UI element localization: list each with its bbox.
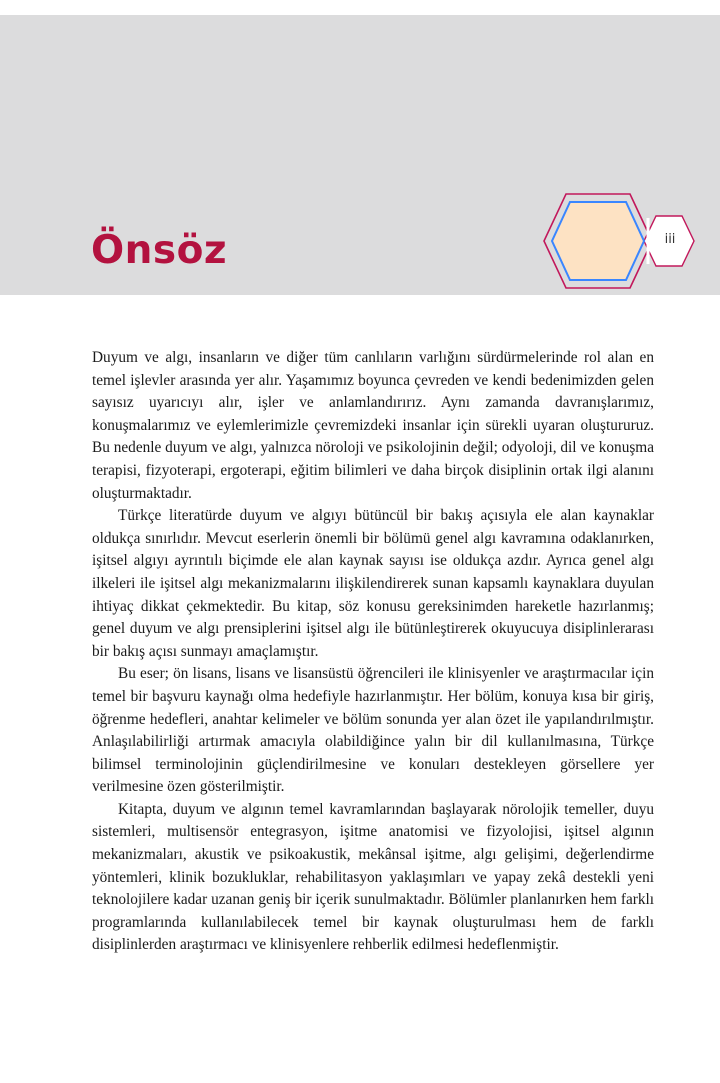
inner-hexagon [552, 202, 644, 280]
preface-body [92, 347, 654, 957]
paragraph-4: Kitapta, duyum ve algının temel kavramlarından başlayarak nörolojik temeller, duyu sistemleri, multisensör entegrasyon, işitme anatomisi ve fizyolojisi, işitsel algının mekanizmaları, akustik ve psikoakustik, mekânsal işitme, algı gelişimi, değerlendirme yöntemleri, klinik bozukluklar, rehabilitasyon yaklaşımları ve yapay zekâ destekli yeni teknolojilere kadar uzanan geniş bir içerik sunulmaktadır. Bölümler planlanırken hem farklı programlarında kullanılabilecek temel bir kaynak oluşturulması hem de farklı disiplinlerden araştırmacı ve klinisyenlere rehberlik edilmesi hedeflenmiştir. [92, 800, 654, 954]
top-margin [0, 0, 720, 15]
page-number: iii [664, 232, 676, 247]
paragraph-2: Türkçe literatürde duyum ve algıyı bütüncül bir bakış açısıyla ele alan kaynaklar oldukça sınırlıdır. Mevcut eserlerin önemli bir bölümü genel algı kavramına odaklanırken, işitsel algıyı ayrıntılı biçimde ele alan kaynak sayısı ise oldukça azdır. Ayrıca genel algı ilkeleri ile işitsel algı mekanizmalarını ilişkilendirerek sunan kapsamlı kaynaklara duyulan ihtiyaç dikkat çekmektedir. Bu kitap, söz konusu gereksinimden hareketle hazırlanmış; genel duyum ve algı prensiplerini işitsel algı ile bütünleştirerek okuyucuya disiplinlerarası bir bakış açısı sunmayı amaçlamıştır. [92, 507, 654, 660]
paragraph-3: Bu eser; ön lisans, lisans ve lisansüstü öğrencileri ile klinisyenler ve araştırmacılar için temel bir başvuru kaynağı olma hedefiyle hazırlanmıştır. Her bölüm, konuya kısa bir giriş, öğrenme hedefleri, anahtar kelimeler ve bölüm sonunda yer alan özet ile yapılandırılmıştır. Anlaşılabilirliği artırmak amacıyla olabildiğince yalın bir dil kullanılmasına, Türkçe bilimsel terminolojinin güçlendirilmesine ve konuları destekleyen görsellere yer verilmesine özen gösterilmiştir. [92, 665, 654, 796]
paragraph-1: Duyum ve algı, insanların ve diğer tüm canlıların varlığını sürdürmelerinde rol alan en temel işlevler arasında yer alır. Yaşamımız boyunca çevreden ve kendi bedenimizden gelen sayısız uyarıcıyı alır, işler ve anlamlandırırız. Aynı zamanda davranışlarımız, konuşmalarımız ve eylemlerimizle çevremizdeki insanlar için sürekli uyaran oluştururuz. Bu nedenle duyum ve algı, yalnızca nöroloji ve psikolojinin değil; odyoloji, dil ve konuşma terapisi, fizyoterapi, ergoterapi, eğitim bilimleri ve daha birçok disiplinin ortak ilgi alanını oluşturmaktadır. [92, 349, 654, 502]
page-title: Önsöz [91, 228, 228, 273]
